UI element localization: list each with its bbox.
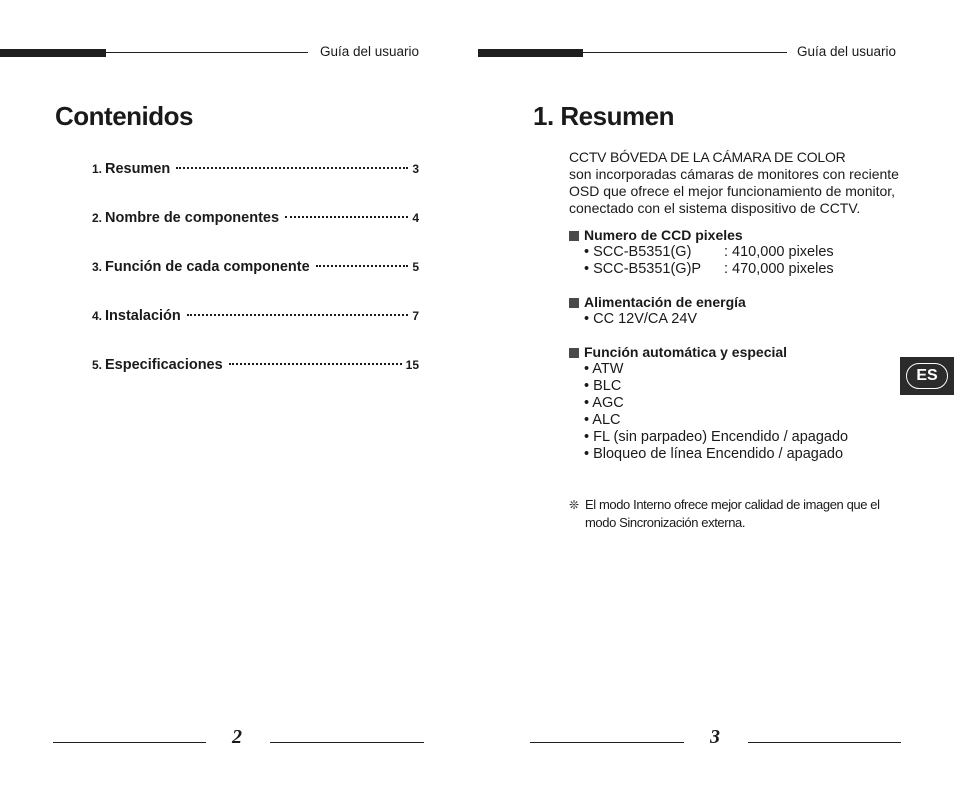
section-heading: Función automática y especial	[584, 344, 788, 360]
note-line: modo Sincronización externa.	[585, 515, 746, 530]
page-number: 2	[232, 726, 242, 748]
section-power	[569, 294, 909, 328]
intro-line: CCTV BÓVEDA DE LA CÁMARA DE COLOR	[569, 149, 846, 165]
header-text: Guía del usuario	[320, 44, 420, 59]
toc-leader	[176, 167, 408, 169]
intro-paragraph	[569, 149, 909, 217]
toc-label: Nombre de componentes	[105, 210, 280, 226]
snowflake-note-icon: ❊	[569, 498, 579, 512]
header-rule	[106, 52, 308, 53]
toc-label: Función de cada componente	[105, 259, 310, 275]
toc-leader	[285, 216, 408, 218]
section-ccd-pixels	[569, 227, 909, 278]
section-heading: Alimentación de energía	[584, 294, 746, 310]
list-item: • FL (sin parpadeo) Encendido / apagado	[584, 429, 849, 445]
note-line: El modo Interno ofrece mejor calidad de imagen que el	[585, 497, 880, 512]
page-title: Contenidos	[55, 101, 193, 131]
spec-row	[569, 244, 909, 261]
spec-model: • SCC-B5351(G)P	[584, 261, 702, 277]
list-item: • ATW	[584, 361, 624, 377]
header-bar	[0, 49, 106, 57]
spec-row	[569, 261, 909, 278]
list-item: • ALC	[584, 412, 621, 428]
footer-rule-right	[748, 742, 901, 743]
toc-label: Resumen	[105, 161, 171, 177]
intro-line: son incorporadas cámaras de monitores con reciente	[569, 166, 899, 182]
toc-number: 2.	[92, 211, 103, 225]
square-bullet-icon	[569, 348, 579, 358]
toc-entry[interactable]	[92, 161, 419, 210]
language-badge-label: ES	[906, 363, 948, 389]
toc-number: 5.	[92, 358, 103, 372]
toc-label: Especificaciones	[105, 357, 223, 373]
square-bullet-icon	[569, 298, 579, 308]
list-item: • Bloqueo de línea Encendido / apagado	[584, 446, 844, 462]
toc-page: 7	[412, 309, 419, 323]
page-title: 1. Resumen	[533, 101, 674, 131]
spec-model: • SCC-B5351(G)	[584, 244, 692, 260]
footer-rule-left	[53, 742, 206, 743]
toc-leader	[316, 265, 409, 267]
header-text: Guía del usuario	[797, 44, 897, 59]
note	[569, 496, 909, 532]
intro-line: OSD que ofrece el mejor funcionamiento de monitor,	[569, 183, 896, 199]
toc-entry[interactable]	[92, 210, 419, 259]
toc-page: 15	[405, 358, 419, 372]
footer-rule-left	[530, 742, 684, 743]
toc-page: 3	[412, 162, 419, 176]
footer-rule-right	[270, 742, 424, 743]
language-tab[interactable]	[900, 357, 954, 395]
toc-leader	[229, 363, 402, 365]
toc-number: 4.	[92, 309, 103, 323]
list-item: • AGC	[584, 395, 624, 411]
toc-leader	[187, 314, 409, 316]
toc-page: 5	[412, 260, 419, 274]
list-item: • BLC	[584, 378, 622, 394]
header-bar	[478, 49, 583, 57]
spec-value: : 410,000 pixeles	[724, 244, 834, 260]
square-bullet-icon	[569, 231, 579, 241]
toc-page: 4	[412, 211, 419, 225]
toc-entry[interactable]	[92, 259, 419, 308]
spec-value: : 470,000 pixeles	[724, 261, 834, 277]
page-number: 3	[710, 726, 720, 748]
section-heading: Numero de CCD pixeles	[584, 227, 743, 243]
right-page	[477, 0, 954, 795]
summary-body	[569, 149, 909, 463]
toc-number: 1.	[92, 162, 103, 176]
header-rule	[583, 52, 787, 53]
toc-entry[interactable]	[92, 308, 419, 357]
table-of-contents	[92, 161, 419, 406]
toc-number: 3.	[92, 260, 103, 274]
section-functions	[569, 344, 909, 463]
intro-line: conectado con el sistema dispositivo de CCTV.	[569, 200, 861, 216]
toc-label: Instalación	[105, 308, 181, 324]
toc-entry[interactable]	[92, 357, 419, 406]
list-item: • CC 12V/CA 24V	[584, 311, 698, 327]
